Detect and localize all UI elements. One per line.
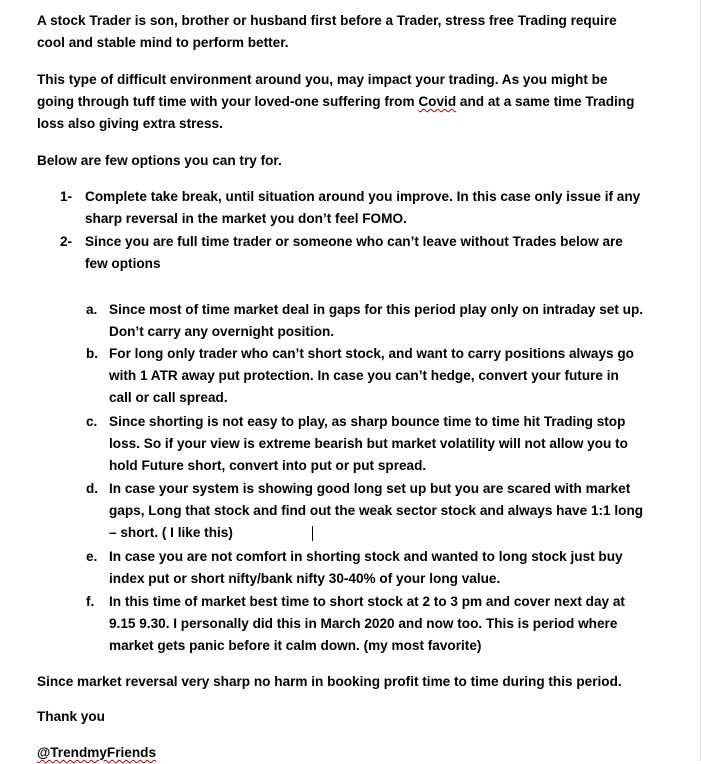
list-marker: b. [86, 346, 99, 361]
list-marker: 2- [60, 234, 73, 249]
spellcheck-word[interactable]: Covid [418, 94, 457, 110]
list-marker: f. [86, 594, 95, 609]
list-marker: c. [86, 414, 98, 429]
intro-paragraph-2-line-2b: and at a same time Trading [456, 94, 635, 110]
list-item-text: Since shorting is not easy to play, as sharp bounce time to time hit Trading stop loss. So if your view is extreme bearish but market volatility will not allow you to hold Future short, convert into put or put spread. [109, 414, 628, 474]
closing-paragraph: Since market reversal very sharp no harm in booking profit time to time during this period. [37, 674, 622, 689]
list-marker: d. [86, 481, 99, 496]
intro-paragraph-3: Below are few options you can try for. [37, 153, 282, 168]
intro-paragraph-2 [37, 69, 677, 136]
list-item-text: For long only trader who can’t short stock, and want to carry positions always go with 1 ATR away put protection. In case you can’t hedge, convert your future in call or call spread. [109, 346, 634, 406]
list-item-text: In case your system is showing good long set up but you are scared with market gaps, Long that stock and find out the weak sector stock and always have 1:1 long – short. ( I like this) [109, 481, 644, 541]
intro-paragraph-1: A stock Trader is son, brother or husband first before a Trader, stress free Trading require cool and stable mind to perform better. [37, 13, 617, 51]
thanks-line: Thank you [37, 709, 105, 724]
handle-text[interactable]: @TrendmyFriends [37, 745, 157, 760]
list-marker: e. [86, 549, 98, 564]
intro-paragraph-2-line-2a: going through tuff time with your loved-one suffering from [37, 94, 419, 110]
intro-paragraph-2-line-3: loss also giving extra stress. [37, 116, 223, 132]
list-item-text: In this time of market best time to short stock at 2 to 3 pm and cover next day at 9.15 9.30. I personally did this in March 2020 and now too. This is period where market gets panic before it calm down. (my most favorite) [109, 594, 625, 654]
list-item-text: Since you are full time trader or someone who can’t leave without Trades below are few options [85, 234, 623, 272]
list-marker: a. [86, 302, 98, 317]
list-item-text: Complete take break, until situation around you improve. In this case only issue if any sharp reversal in the market you don’t feel FOMO. [85, 189, 641, 227]
list-item-text: In case you are not comfort in shorting stock and wanted to long stock just buy index put or short nifty/bank nifty 30-40% of your long value. [109, 549, 623, 587]
list-item-text: Since most of time market deal in gaps for this period play only on intraday set up. Don’t carry any overnight position. [109, 302, 644, 340]
list-marker: 1- [60, 189, 73, 204]
text-cursor [312, 526, 313, 541]
intro-paragraph-2-line-1: This type of difficult environment around you, may impact your trading. As you might be [37, 72, 608, 87]
